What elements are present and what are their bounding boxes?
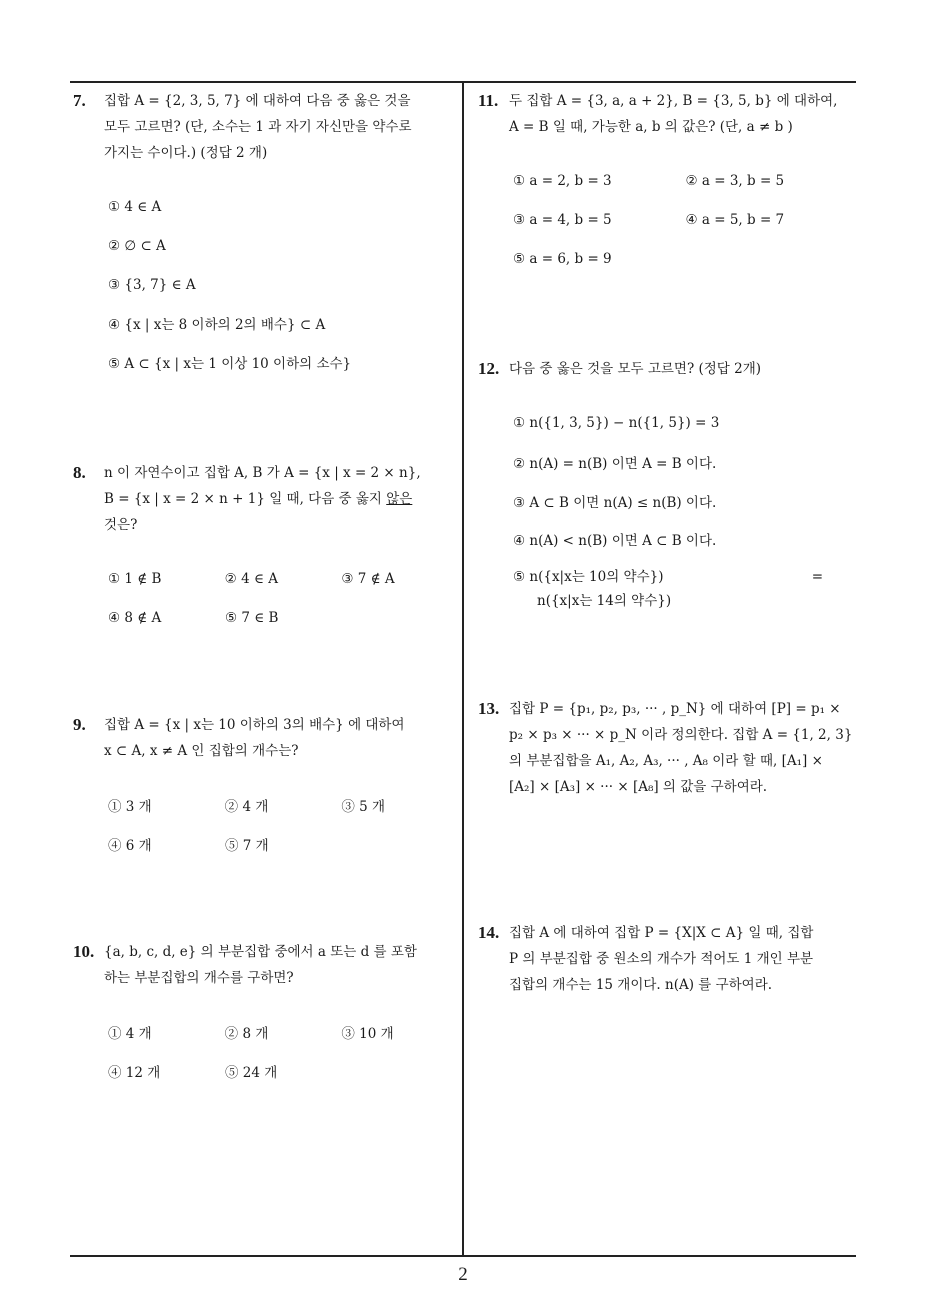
choice-list	[108, 786, 458, 863]
choice-5-equals: =	[811, 568, 823, 585]
question-text	[104, 460, 458, 538]
question-line: n 이 자연수이고 집합 A, B 가 A = {x | x = 2 × n},	[104, 465, 421, 481]
choice-5-line	[513, 565, 823, 589]
question-14	[478, 920, 858, 998]
choice-3[interactable]: ③ 10 개	[341, 1026, 394, 1043]
choice-4[interactable]: ④ {x | x는 8 이하의 2의 배수} ⊂ A	[108, 317, 326, 334]
choice-5[interactable]: ⑤ A ⊂ {x | x는 1 이상 10 이하의 소수}	[108, 356, 352, 373]
question-number: 11.	[478, 91, 499, 110]
choice-3[interactable]: ③ 7 ∉ A	[341, 571, 395, 588]
choice-2[interactable]: ② 8 개	[224, 1026, 269, 1043]
choice-list	[513, 162, 858, 278]
question-8	[73, 460, 458, 637]
choice-5-rhs: n({x|x는 14의 약수})	[537, 592, 672, 609]
choice-1[interactable]: ① 3 개	[108, 799, 152, 816]
question-number: 8.	[73, 463, 86, 482]
question-line: P 의 부분집합 중 원소의 개수가 적어도 1 개인 부분	[509, 951, 814, 967]
choice-4[interactable]: ④ 6 개	[108, 838, 152, 855]
question-line: 집합의 개수는 15 개이다. n(A) 를 구하여라.	[509, 977, 773, 993]
question-13	[478, 696, 858, 800]
question-line: 집합 P = {p₁, p₂, p₃, ··· , p_N} 에 대하여 [P] = p₁ ×	[509, 701, 841, 717]
choice-4[interactable]: ④ 8 ∉ A	[108, 610, 162, 627]
choice-5[interactable]: ⑤ 24 개	[225, 1065, 278, 1082]
question-number: 13.	[478, 699, 500, 718]
question-line: 두 집합 A = {3, a, a + 2}, B = {3, 5, b} 에 대하여,	[509, 93, 838, 109]
question-text	[104, 712, 458, 764]
choice-5[interactable]: ⑤ 7 ∈ B	[225, 610, 279, 627]
choice-2[interactable]: ② ∅ ⊂ A	[108, 238, 166, 255]
question-line: 것은?	[104, 517, 138, 533]
choice-2[interactable]: ② 4 개	[224, 799, 269, 816]
question-line: x ⊂ A, x ≠ A 인 집합의 개수는?	[104, 743, 299, 759]
choice-1[interactable]: ① 4 개	[108, 1026, 152, 1043]
question-line-text: B = {x | x = 2 × n + 1} 일 때, 다음 중 옳지	[104, 491, 387, 507]
choice-4[interactable]: ④ 12 개	[108, 1065, 161, 1082]
choice-1[interactable]: ① 1 ∉ B	[108, 571, 162, 588]
question-line	[104, 486, 458, 512]
question-number: 12.	[478, 359, 500, 378]
question-line: 가지는 수이다.) (정답 2 개)	[104, 145, 268, 161]
choice-4[interactable]: ④ n(A) < n(B) 이면 A ⊂ B 이다.	[513, 533, 717, 550]
question-9	[73, 712, 458, 863]
question-line: 다음 중 옳은 것을 모두 고르면? (정답 2개)	[509, 361, 762, 377]
choice-2[interactable]: ② n(A) = n(B) 이면 A = B 이다.	[513, 456, 717, 473]
choice-5[interactable]: ⑤ 7 개	[225, 838, 269, 855]
choice-list	[108, 188, 458, 381]
question-number: 9.	[73, 715, 86, 734]
choice-3[interactable]: ③ {3, 7} ∈ A	[108, 276, 196, 293]
question-line: [A₂] × [A₃] × ··· × [A₈] 의 값을 구하여라.	[509, 779, 768, 795]
question-12	[478, 356, 858, 613]
choice-5[interactable]: ⑤ a = 6, b = 9	[513, 250, 612, 267]
question-11	[478, 88, 858, 278]
question-text	[104, 88, 458, 166]
question-line: 모두 고르면? (단, 소수는 1 과 자기 자신만을 약수로	[104, 119, 412, 135]
bottom-rule	[70, 1255, 856, 1257]
question-10	[73, 939, 458, 1090]
choice-list	[513, 404, 858, 613]
question-line: 하는 부분집합의 개수를 구하면?	[104, 970, 294, 986]
choice-3[interactable]: ③ A ⊂ B 이면 n(A) ≤ n(B) 이다.	[513, 494, 717, 511]
question-line: 집합 A = {2, 3, 5, 7} 에 대하여 다음 중 옳은 것을	[104, 93, 411, 109]
question-line: {a, b, c, d, e} 의 부분집합 중에서 a 또는 d 를 포함	[104, 944, 417, 960]
choice-list	[108, 560, 458, 637]
choice-1[interactable]: ① 4 ∈ A	[108, 199, 162, 216]
underlined-word: 않은	[386, 491, 413, 507]
question-line: 의 부분집합을 A₁, A₂, A₃, ··· , A₈ 이라 할 때, [A₁] ×	[509, 753, 823, 769]
choice-5-lhs: ⑤ n({x|x는 10의 약수})	[513, 568, 664, 585]
question-7	[73, 88, 458, 381]
column-divider	[462, 81, 464, 1256]
question-number: 7.	[73, 91, 86, 110]
question-text	[509, 88, 858, 140]
question-number: 14.	[478, 923, 500, 942]
question-line: 집합 A = {x | x는 10 이하의 3의 배수} 에 대하여	[104, 717, 405, 733]
question-text	[509, 920, 858, 998]
question-text	[509, 356, 858, 382]
choice-5[interactable]	[513, 565, 858, 613]
choice-1[interactable]: ① n({1, 3, 5}) − n({1, 5}) = 3	[513, 415, 720, 432]
choice-4[interactable]: ④ a = 5, b = 7	[685, 212, 785, 229]
question-text	[104, 939, 458, 991]
page-number: 2	[458, 1264, 468, 1285]
choice-1[interactable]: ① a = 2, b = 3	[513, 173, 612, 190]
question-line: A = B 일 때, 가능한 a, b 의 값은? (단, a ≠ b )	[509, 119, 793, 135]
question-line: 집합 A 에 대하여 집합 P = {X|X ⊂ A} 일 때, 집합	[509, 925, 814, 941]
question-line: p₂ × p₃ × ··· × p_N 이라 정의한다. 집합 A = {1, 2, 3}	[509, 727, 853, 743]
question-number: 10.	[73, 942, 95, 961]
choice-2[interactable]: ② a = 3, b = 5	[685, 173, 785, 190]
choice-3[interactable]: ③ 5 개	[341, 799, 386, 816]
question-text	[509, 696, 858, 800]
choice-2[interactable]: ② 4 ∈ A	[224, 571, 278, 588]
choice-list	[108, 1013, 458, 1090]
choice-3[interactable]: ③ a = 4, b = 5	[513, 212, 612, 229]
